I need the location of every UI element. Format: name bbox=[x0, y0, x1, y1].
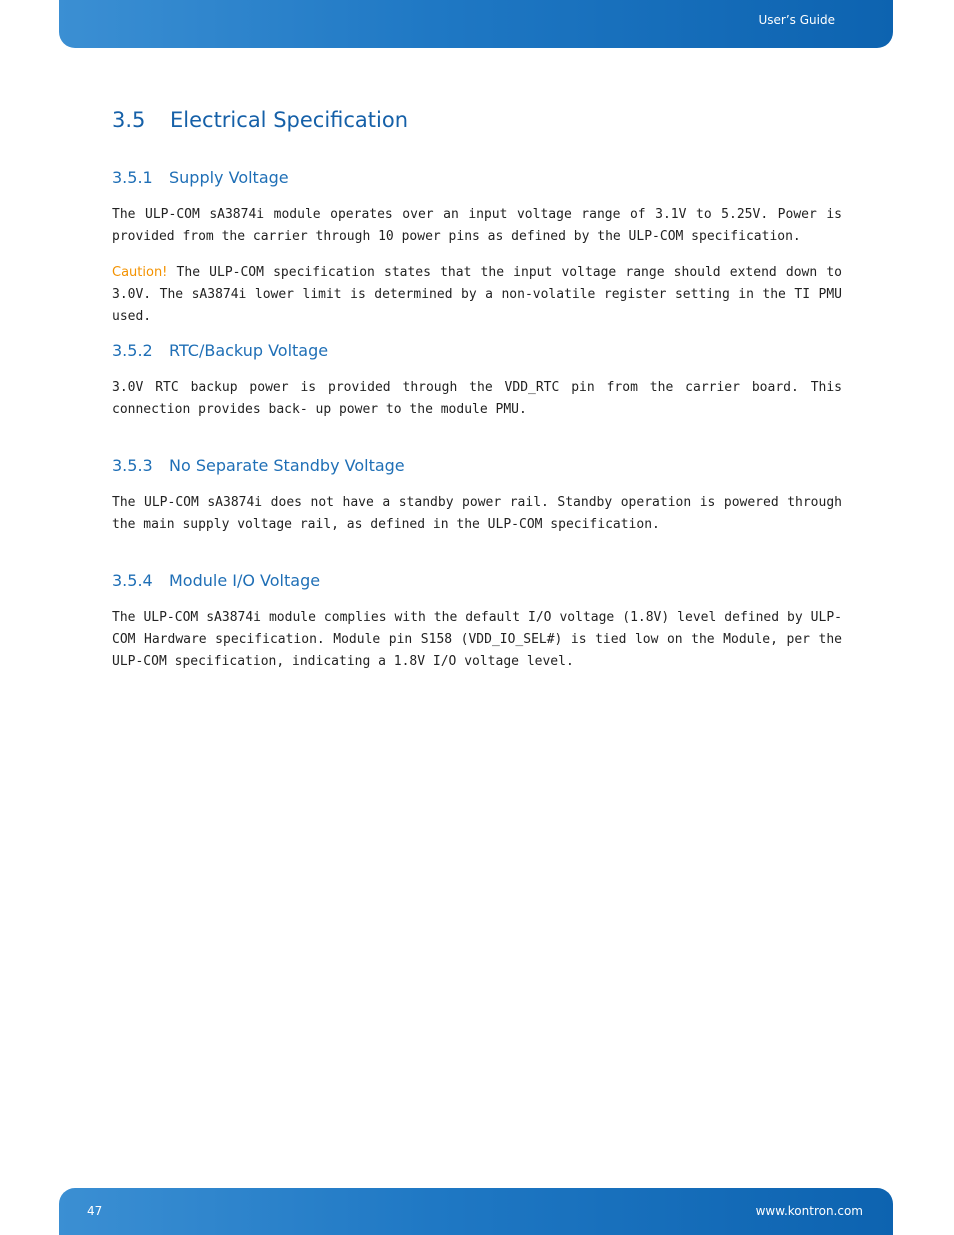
subsection-heading-module-io-voltage bbox=[112, 571, 320, 590]
section-title: Electrical Specification bbox=[170, 108, 409, 132]
subsection-heading-standby-voltage bbox=[112, 456, 405, 475]
subsection-number: 3.5.4 bbox=[112, 571, 153, 590]
subsection-number: 3.5.2 bbox=[112, 341, 153, 360]
page-header-bar bbox=[59, 0, 893, 48]
page-number: 47 bbox=[87, 1204, 103, 1218]
footer-url: www.kontron.com bbox=[755, 1204, 863, 1218]
subsection-title: RTC/Backup Voltage bbox=[169, 341, 329, 360]
subsection-heading-rtc-backup-voltage bbox=[112, 341, 328, 360]
subsection-number: 3.5.1 bbox=[112, 168, 153, 187]
subsection-number: 3.5.3 bbox=[112, 456, 153, 475]
section-heading bbox=[112, 108, 408, 132]
subsection-heading-supply-voltage bbox=[112, 168, 289, 187]
caution-paragraph bbox=[112, 262, 842, 328]
supply-voltage-paragraph: The ULP-COM sA3874i module operates over an input voltage range of 3.1V to 5.25V. Power is provided from the carrier through 10 power pins as defined by the ULP-COM specification. bbox=[112, 207, 842, 244]
rtc-backup-paragraph: 3.0V RTC backup power is provided through the VDD_RTC pin from the carrier board. This connection provides back- up power to the module PMU. bbox=[112, 380, 842, 417]
subsection-title: Supply Voltage bbox=[169, 168, 289, 187]
caution-text: The ULP-COM specification states that the input voltage range should extend down to 3.0V. The sA3874i lower limit is determined by a non-volatile register setting in the TI PMU used. bbox=[112, 265, 842, 324]
caution-label: Caution! bbox=[112, 265, 168, 280]
subsection-title: Module I/O Voltage bbox=[169, 571, 321, 590]
page-footer-bar bbox=[59, 1188, 893, 1235]
standby-voltage-paragraph: The ULP-COM sA3874i does not have a standby power rail. Standby operation is powered through the main supply voltage rail, as defined in the ULP-COM specification. bbox=[112, 495, 842, 532]
module-io-voltage-paragraph: The ULP-COM sA3874i module complies with the default I/O voltage (1.8V) level defined by ULP-COM Hardware specification. Module pin S158 (VDD_IO_SEL#) is tied low on the Module, per the ULP-COM specification, indicating a 1.8V I/O voltage level. bbox=[112, 610, 842, 669]
section-number: 3.5 bbox=[112, 108, 146, 132]
header-title: User’s Guide bbox=[758, 13, 835, 27]
subsection-title: No Separate Standby Voltage bbox=[169, 456, 405, 475]
